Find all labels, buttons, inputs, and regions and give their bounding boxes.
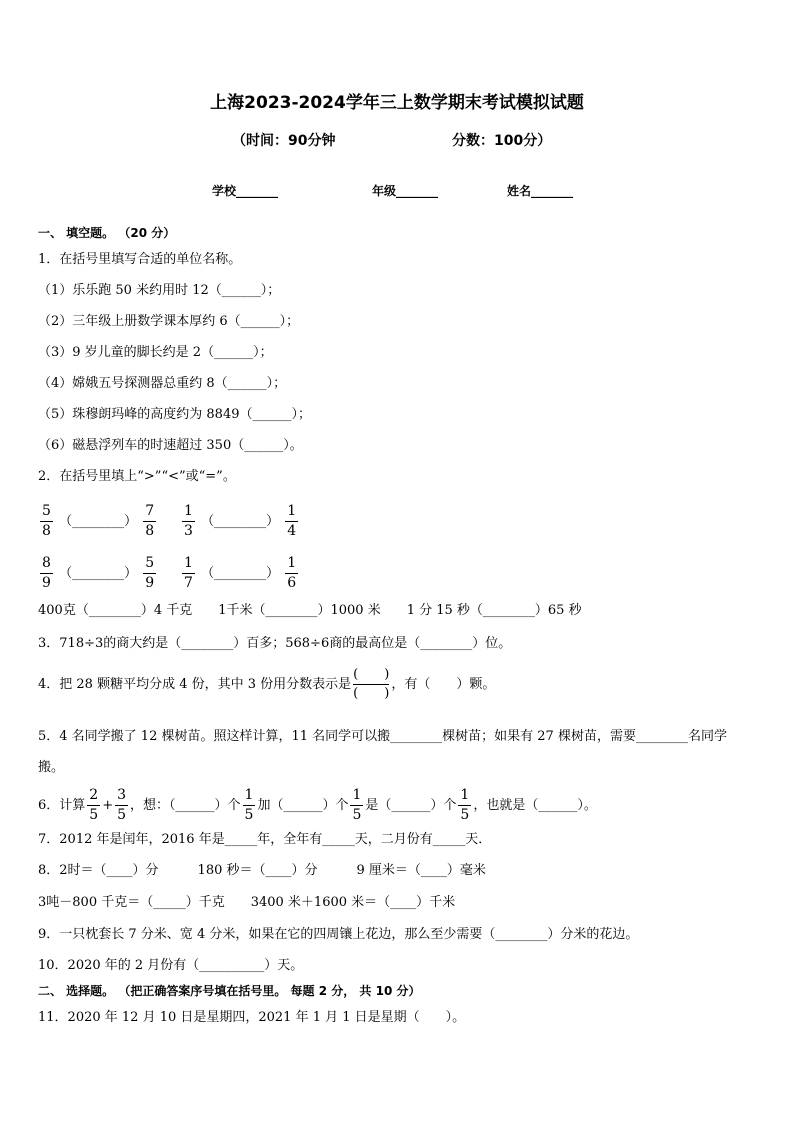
fraction: $\frac{2}{5}$	[89, 787, 99, 823]
q1-item: （1）乐乐跑 50 米约用时 12（______）；	[38, 283, 281, 298]
fraction: $\frac{8}{9}$	[42, 555, 51, 591]
q8-line1: 8．2时＝（____）分 180 秒＝（____）分 9 厘米＝（____）毫米	[38, 863, 486, 878]
q1-stem: 1．在括号里填写合适的单位名称。	[38, 252, 242, 267]
q5-line1: 5．4 名同学搬了 12 棵树苗。照这样计算，11 名同学可以搬________棵树苗；如果有 27 棵树苗，需要________名同学	[38, 729, 727, 744]
fraction: $\frac{1}{6}$	[287, 555, 297, 591]
section-heading-fill: 一、 填空题。 （20 分）	[38, 226, 176, 240]
q2-units-row: 400克（________）4 千克 1千米（________）1000 米 1 分 15 秒（________）65 秒	[38, 603, 582, 618]
fraction: $\frac{1}{7}$	[184, 555, 193, 591]
fraction: $\frac{1}{5}$	[460, 787, 470, 823]
fraction: $\frac{1}{4}$	[287, 503, 297, 539]
grade-field: 年级_______	[372, 184, 439, 198]
blank-fraction: $\frac{( )}{( )}$	[353, 667, 390, 701]
q1-item: （4）嫦娥五号探测器总重约 8（______）；	[38, 376, 287, 391]
q1-item: （6）磁悬浮列车的时速超过 350（______）。	[38, 438, 303, 453]
page-title: 上海2023-2024学年三上数学期末考试模拟试题	[210, 93, 584, 113]
q2-compare-item: $\frac{1}{3}$ （________） $\frac{1}{4}$	[184, 503, 297, 539]
q6: 6．计算 $\frac{2}{5}$ + $\frac{3}{5}$ ，想：（______）个 $\frac{1}{5}$ 加（______）个 $\frac{1}{5}$ 是（______）个 $\frac{1}{5}$ ，也就是（______）。	[38, 787, 597, 823]
fraction: $\frac{1}{3}$	[184, 503, 193, 539]
q8-line2: 3吨－800 千克＝（_____）千克 3400 米＋1600 米＝（____）千米	[38, 895, 456, 910]
q10: 10．2020 年的 2 月份有（__________）天。	[38, 958, 304, 973]
q7: 7．2012 年是闰年，2016 年是_____年，全年有_____天，二月份有_____天．	[38, 832, 492, 847]
q2-compare-item: $\frac{5}{8}$ （________） $\frac{7}{8}$	[42, 503, 155, 539]
school-field: 学校_______	[212, 184, 279, 198]
fraction: $\frac{1}{5}$	[352, 787, 362, 823]
q9: 9．一只枕套长 7 分米、宽 4 分米，如果在它的四周镶上花边，那么至少需要（________）分米的花边。	[38, 927, 639, 942]
q5-line2: 搬。	[38, 760, 65, 775]
fraction: $\frac{3}{5}$	[117, 787, 127, 823]
fraction: $\frac{5}{9}$	[145, 555, 155, 591]
q11: 11．2020 年 12 月 10 日是星期四，2021 年 1 月 1 日是星期（ ）。	[38, 1010, 466, 1025]
q2-stem: 2．在括号里填上“>”“<”或“=”。	[38, 469, 236, 484]
q1-item: （2）三年级上册数学课本厚约 6（______）；	[38, 314, 300, 329]
q2-compare-item: $\frac{8}{9}$ （________） $\frac{5}{9}$	[42, 555, 155, 591]
q3: 3．718÷3的商大约是（________）百多；568÷6商的最高位是（________）位。	[38, 636, 512, 651]
q4: 4．把 28 颗糖平均分成 4 份，其中 3 份用分数表示是 $\frac{( )}{( )}$ ，有（ ）颗。	[38, 667, 496, 701]
q1-item: （3）9 岁儿童的脚长约是 2（______）；	[38, 345, 273, 360]
section-heading-choice: 二、 选择题。 （把正确答案序号填在括号里。 每题 2 分， 共 10 分）	[38, 984, 421, 998]
name-field: 姓名_______	[507, 184, 574, 198]
q1-item: （5）珠穆朗玛峰的高度约为 8849（______）；	[38, 407, 311, 422]
time-label: （时间：90分钟	[232, 133, 336, 149]
fraction: $\frac{1}{5}$	[244, 787, 254, 823]
q2-compare-item: $\frac{1}{7}$ （________） $\frac{1}{6}$	[184, 555, 297, 591]
fraction: $\frac{7}{8}$	[145, 503, 155, 539]
score-label: 分数：100分）	[452, 133, 552, 149]
fraction: $\frac{5}{8}$	[42, 503, 51, 539]
